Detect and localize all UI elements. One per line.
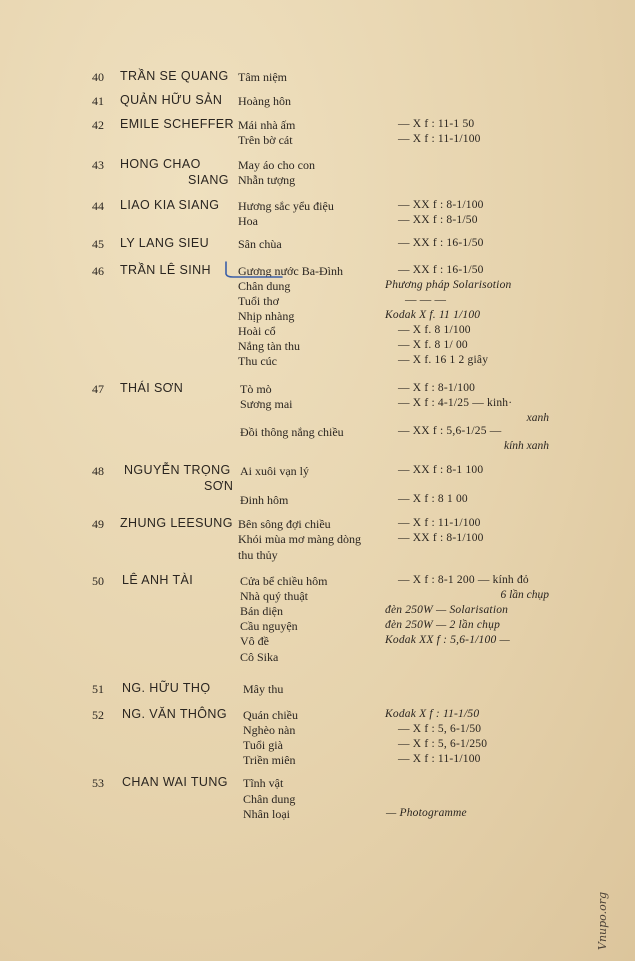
work-row — [0, 199, 635, 215]
work-title: Nhẫn tượng — [238, 173, 296, 187]
work-title: Tò mò — [240, 382, 272, 396]
work-technique: Kodak XX f : 5,6-1/100 — — [385, 634, 510, 646]
work-technique: — X f. 8 1/ 00 — [398, 339, 468, 351]
work-title: May áo cho con — [238, 158, 315, 172]
work-title: Cô Sika — [240, 650, 279, 664]
author-name: LY LANG SIEU — [120, 236, 210, 250]
work-title: Đồi thông nắng chiều — [240, 425, 344, 439]
work-technique: — XX f : 8-1/50 — [398, 214, 478, 226]
work-row — [0, 517, 635, 533]
work-title: Hoa — [238, 214, 258, 228]
work-title: Chân dung — [243, 792, 296, 806]
work-technique: Kodak X f : 11-1/50 — [385, 708, 480, 720]
entry-number: 45 — [92, 237, 104, 251]
work-row — [0, 133, 635, 149]
work-row — [0, 264, 635, 280]
work-row — [0, 723, 635, 739]
work-row — [0, 425, 635, 452]
work-row — [0, 294, 635, 310]
entry-number: 47 — [92, 382, 104, 396]
work-title: Tuổi già — [243, 738, 283, 752]
work-technique-continued: kính xanh — [503, 440, 549, 452]
work-title: Khói mùa mơ màng dòng — [238, 532, 361, 546]
work-row — [0, 682, 635, 698]
work-row — [0, 792, 635, 808]
work-title: Sân chùa — [238, 237, 282, 251]
work-technique-continued: 6 lần chụp — [500, 589, 549, 601]
work-title: Sương mai — [240, 397, 293, 411]
work-technique-continued: xanh — [526, 412, 549, 424]
work-technique: — X f : 8-1/100 — [398, 382, 476, 394]
work-title: Hoàng hôn — [238, 94, 291, 108]
work-technique: — XX f : 8-1/100 — [398, 532, 484, 544]
work-title: Nhân loại — [243, 807, 290, 821]
work-row — [0, 708, 635, 724]
work-title: Quán chiều — [243, 708, 298, 722]
work-row — [0, 214, 635, 230]
author-name: NG. VĂN THÔNG — [122, 707, 227, 721]
work-technique: — X f : 8-1 200 — kính đỏ — [398, 574, 529, 586]
work-title: Cầu nguyện — [240, 619, 298, 633]
work-technique: — X f. 16 1 2 giây — [398, 354, 489, 366]
work-technique: — XX f : 16-1/50 — [398, 264, 484, 276]
watermark: Vnupo.org — [596, 891, 609, 950]
work-technique: Phương pháp Solarisotion — [385, 279, 512, 291]
work-row — [0, 807, 635, 823]
work-row — [0, 309, 635, 325]
work-title: Hoài cổ — [238, 324, 276, 338]
entry-number: 44 — [92, 199, 104, 213]
work-row — [0, 279, 635, 295]
author-name: TRẦN LÊ SINH — [120, 263, 211, 277]
author-name: THÁI SƠN — [120, 381, 184, 395]
work-row — [0, 753, 635, 769]
entry-number: 53 — [92, 776, 104, 790]
work-title: Nhịp nhàng — [238, 309, 295, 323]
work-technique: Kodak X f. 11 1/100 — [385, 309, 481, 321]
work-row — [0, 776, 635, 792]
work-row — [0, 158, 635, 174]
author-name: NG. HỮU THỌ — [122, 681, 211, 695]
work-title: Nghèo nàn — [243, 723, 296, 737]
work-row — [0, 94, 635, 110]
entry-number: 48 — [92, 464, 104, 478]
work-row — [0, 237, 635, 253]
entry-number: 52 — [92, 708, 104, 722]
author-name: LÊ ANH TÀI — [122, 573, 194, 587]
work-technique: — XX f : 16-1/50 — [398, 237, 484, 249]
author-name-continued: SƠN — [204, 479, 234, 493]
work-technique: — — — — [405, 294, 447, 306]
author-name: NGUYỄN TRỌNG — [124, 463, 231, 477]
work-row — [0, 634, 635, 650]
entry-number: 50 — [92, 574, 104, 588]
work-technique: — X f : 5, 6-1/50 — [398, 723, 482, 735]
work-title: Ai xuôi vạn lý — [240, 464, 309, 478]
author-name: HONG CHAO — [120, 157, 201, 171]
work-technique: — X f : 11-1/100 — [398, 517, 481, 529]
author-name: LIAO KIA SIANG — [120, 198, 220, 212]
work-row — [0, 604, 635, 620]
work-technique: — XX f : 8-1/100 — [398, 199, 484, 211]
work-technique: — XX f : 5,6-1/25 — — [398, 425, 502, 437]
entry-number: 43 — [92, 158, 104, 172]
work-technique: — X f : 5, 6-1/250 — [398, 738, 488, 750]
work-title: Bên sông đợi chiều — [238, 517, 331, 531]
entry-number: 40 — [92, 70, 104, 84]
work-title: Trên bờ cát — [238, 133, 293, 147]
work-technique: — X f : 11-1/100 — [398, 753, 481, 765]
work-title: Triền miên — [243, 753, 296, 767]
work-technique: — X f : 11-1 50 — [398, 118, 475, 130]
work-title: Tâm niệm — [238, 70, 287, 84]
work-technique: — XX f : 8-1 100 — [398, 464, 484, 476]
work-row — [0, 382, 635, 398]
author-name: EMILE SCHEFFER — [120, 117, 234, 131]
entry-number: 46 — [92, 264, 104, 278]
work-row — [0, 738, 635, 754]
work-title: Hương sắc yểu điệu — [238, 199, 334, 213]
work-row — [0, 118, 635, 134]
work-title: Vô đề — [240, 634, 269, 648]
work-title: Tĩnh vật — [243, 776, 284, 790]
work-title: Bán diện — [240, 604, 283, 618]
entry-number: 49 — [92, 517, 104, 531]
work-title: Thu cúc — [238, 354, 277, 368]
work-row — [0, 650, 635, 666]
work-technique: — X f : 4-1/25 — kinh· — [398, 397, 513, 409]
work-row — [0, 324, 635, 340]
author-name: TRẦN SE QUANG — [120, 69, 229, 83]
author-name-continued: SIANG — [188, 173, 229, 187]
work-title: Cửa bể chiều hôm — [240, 574, 328, 588]
work-title: Đinh hôm — [240, 493, 289, 507]
work-row — [0, 619, 635, 635]
work-title: Chân dung — [238, 279, 291, 293]
work-technique: — X f : 8 1 00 — [398, 493, 468, 505]
work-row — [0, 574, 635, 590]
entry-number: 42 — [92, 118, 104, 132]
work-row — [0, 493, 635, 509]
work-row — [0, 173, 635, 189]
work-title: Mái nhà ấm — [238, 118, 296, 132]
work-technique: — X f. 8 1/100 — [398, 324, 471, 336]
entry-number: 51 — [92, 682, 104, 696]
work-title: Mây thu — [243, 682, 284, 696]
work-title: thu thủy — [238, 548, 278, 562]
work-row — [0, 589, 635, 605]
work-row — [0, 548, 635, 564]
work-technique: — X f : 11-1/100 — [398, 133, 481, 145]
work-row — [0, 70, 635, 86]
work-row — [0, 339, 635, 355]
work-title: Gương nước Ba-Đình — [238, 264, 344, 278]
work-row — [0, 464, 635, 480]
work-row — [0, 397, 635, 424]
work-title: Tuổi thơ — [238, 294, 279, 308]
work-technique: đèn 250W — 2 lần chụp — [385, 619, 501, 631]
work-technique: — Photogramme — [386, 807, 467, 819]
work-title: Nhà quý thuật — [240, 589, 308, 603]
entry-number: 41 — [92, 94, 104, 108]
work-title: Nắng tàn thu — [238, 339, 300, 353]
work-row — [0, 532, 635, 548]
work-technique: đèn 250W — Solarisation — [385, 604, 509, 616]
author-name: ZHUNG LEESUNG — [120, 516, 233, 530]
author-name: CHAN WAI TUNG — [122, 775, 228, 789]
work-row — [0, 354, 635, 370]
author-name: QUẢN HỮU SẢN — [120, 93, 223, 107]
